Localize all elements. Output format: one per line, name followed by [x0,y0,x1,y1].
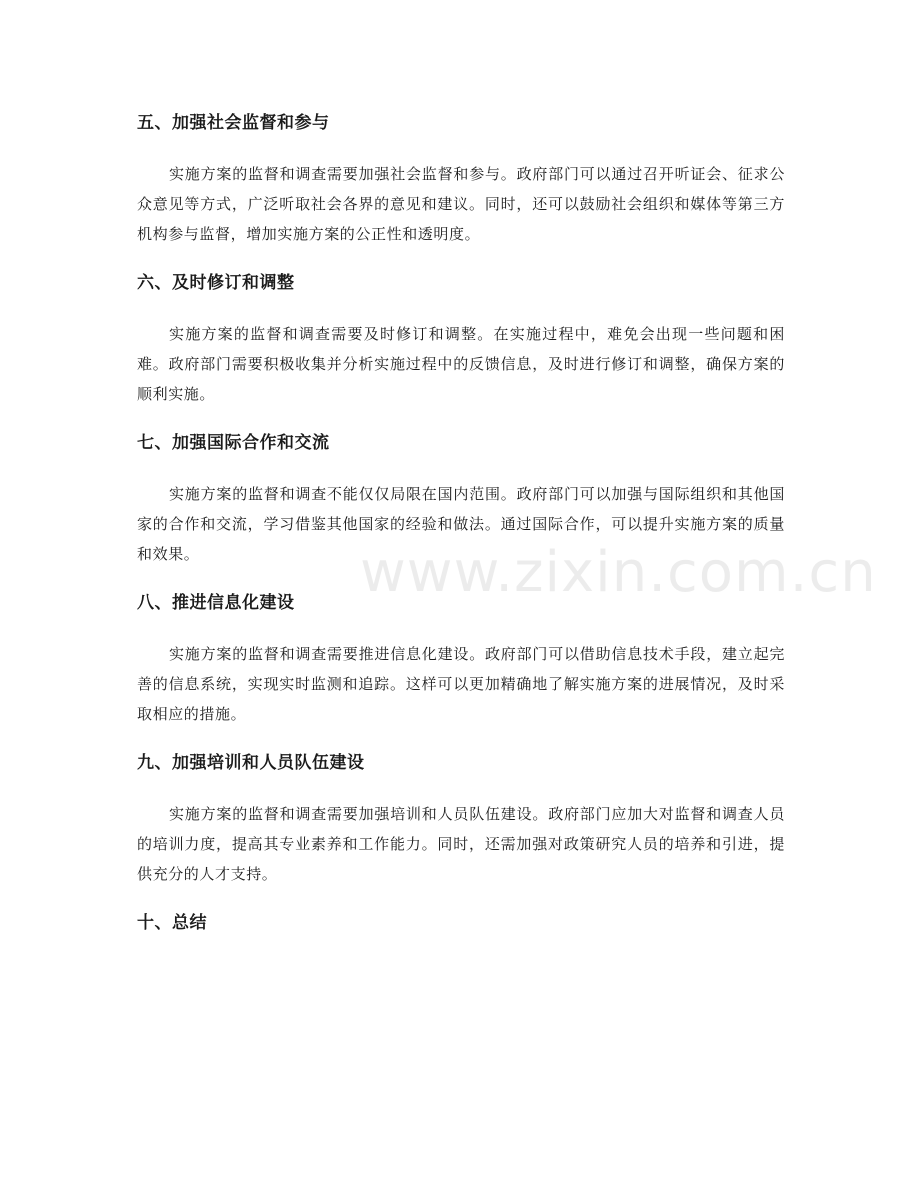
section-heading-10: 十、总结 [137,913,207,933]
section-heading-8: 八、推进信息化建设 [137,593,295,613]
document-content [137,108,785,938]
section-body-8: 实施方案的监督和调查需要推进信息化建设。政府部门可以借助信息技术手段，建立起完善的信息系统，实现实时监测和追踪。这样可以更加精确地了解实施方案的进展情况，及时采取相应的措施。 [137,645,785,723]
section-body-9: 实施方案的监督和调查需要加强培训和人员队伍建设。政府部门应加大对监督和调查人员的培训力度，提高其专业素养和工作能力。同时，还需加强对政策研究人员的培养和引进，提供充分的人才支持。 [137,805,785,883]
section-heading-6: 六、及时修订和调整 [137,273,295,293]
section-heading-9: 九、加强培训和人员队伍建设 [137,753,365,773]
section-body-5: 实施方案的监督和调查需要加强社会监督和参与。政府部门可以通过召开听证会、征求公众意见等方式，广泛听取社会各界的意见和建议。同时，还可以鼓励社会组织和媒体等第三方机构参与监督，增加实施方案的公正性和透明度。 [137,165,785,243]
section-body-7: 实施方案的监督和调查不能仅仅局限在国内范围。政府部门可以加强与国际组织和其他国家的合作和交流，学习借鉴其他国家的经验和做法。通过国际合作，可以提升实施方案的质量和效果。 [137,485,785,563]
section-heading-7: 七、加强国际合作和交流 [137,433,330,453]
watermark: www.zixin.com.cn [360,540,877,605]
section-heading-5: 五、加强社会监督和参与 [137,113,330,133]
section-body-6: 实施方案的监督和调查需要及时修订和调整。在实施过程中，难免会出现一些问题和困难。政府部门需要积极收集并分析实施过程中的反馈信息，及时进行修订和调整，确保方案的顺利实施。 [137,325,785,403]
